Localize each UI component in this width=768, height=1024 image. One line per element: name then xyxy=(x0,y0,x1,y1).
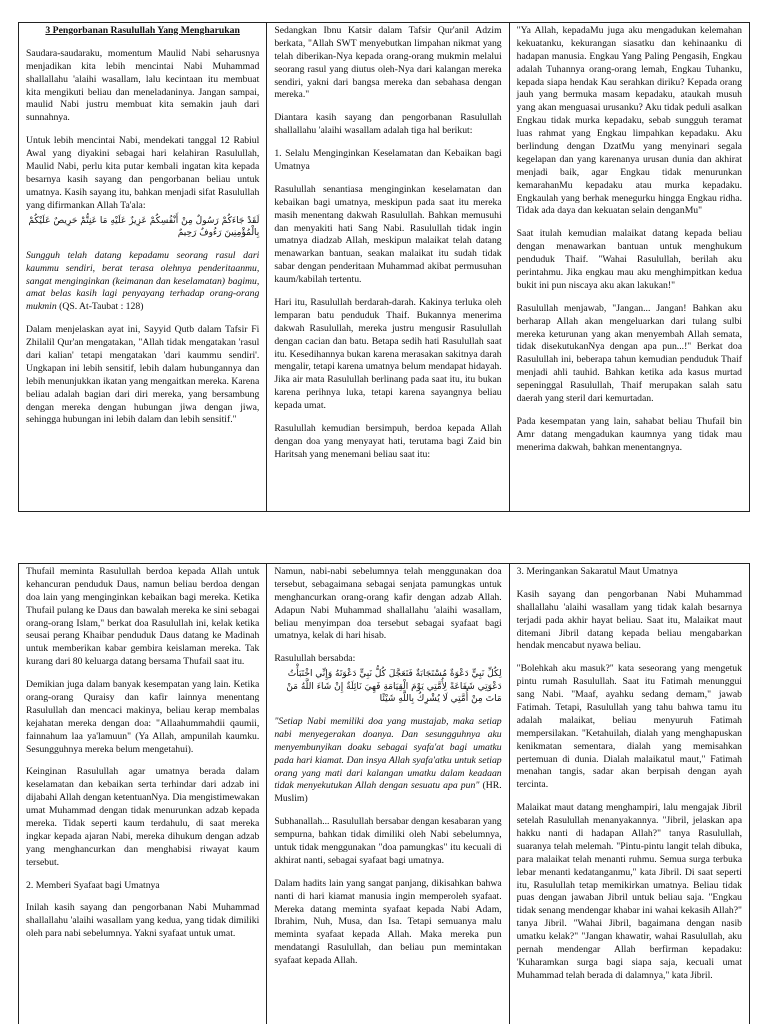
page1-column-3 xyxy=(509,23,749,511)
verse-reference: (QS. At-Taubat : 128) xyxy=(59,301,144,313)
paragraph: Rasulullah bersabda: xyxy=(274,653,356,665)
paragraph: Hari itu, Rasulullah berdarah-darah. Kakinya terluka oleh lemparan batu penduduk Thaif. Bukannya menerima dakwah Rasulullah, mereka justru mengusir Rasulullah dengan cacian dan batu. Betapa sedih hati Rasulullah saat itu. Kesedihannya bukan karena merasakan sakitnya darah mengalir, tetapi karena umatnya belum mendapat hidayah. Jika air mata Rasulullah berlinang pada saat itu, itu bukan karena perihnya luka, tetapi karena sayangnya beliau kepada umat. xyxy=(274,297,502,412)
paragraph: Saudara-saudaraku, momentum Maulid Nabi seharusnya menjadikan kita lebih mencintai Nabi Muhammad shallallahu 'alaihi wasallam, lalu kecintaan itu membuat kita mengikuti beliau dan meneladaninya. Jangan sampai, maulid Nabi justru membuat kita semakin jauh dari sunnahnya. xyxy=(26,47,260,124)
page2-column-3 xyxy=(509,564,749,1024)
paragraph: Pada kesempatan yang lain, sahabat beliau Thufail bin Amr datang mengadukan kaumnya yang tidak mau menerima dakwah, bahkan menentangnya. xyxy=(516,415,742,453)
paragraph: Kasih sayang dan pengorbanan Nabi Muhammad shallallahu 'alaihi wasallam yang tidak kalah besarnya terjadi pada akhir hayat beliau. Saat itu, Malaikat maut ditemani Jibril datang kepada beliau mengabarkan hendak mencabut nyawa beliau. xyxy=(516,588,742,652)
paragraph: Keinginan Rasulullah agar umatnya berada dalam keselamatan dan kebaikan serta terhindar dari adzab ini dijabahi Allah dengan ketentuanNya. Dia mengistimewakan umat Muhammad dengan tidak menurunkan adzab kepada mereka. Tidak seperti kaum terdahulu, di saat mereka ingkar kepada ajaran Nabi, mereka dihukum dengan adzab yang menghancurkan dan menghabisi riwayat kaum tersebut. xyxy=(26,766,260,868)
prayer-quote: "Ya Allah, kepadaMu juga aku mengadukan kelemahan kekuatanku, kekurangan siasatku dan kehinaanku di hadapan manusia. Engkau Yang Paling Pengasih, Engkau adalah Tuhannya orang-orang lemah, Engkau Tuhanku, kepada siapa hendak Kau serahkan diriku? Kepada orang jauh yang bermuka masam kepadaku, ataukah musuh yang akan menguasai urusanku? Aku tidak peduli asalkan Engkau tidak murka kepadaku, sebab sungguh teramat luas rahmat yang Engkau limpahkan kepadaku. Aku berlindung dengan DzatMu yang menyinari segala kegelapan dan yang karenanya urusan dunia dan akhirat menjadi baik, agar Engkau tidak menurunkan kemarahanMu kepadaku atau murka kepadaku. Engkaulah yang berhak menegurku hingga Engkau ridha. Tidak ada daya dan kekuatan selain denganMu" xyxy=(516,25,742,217)
document-page-2 xyxy=(18,563,750,1024)
hadith-translation xyxy=(274,716,501,806)
article-title: 3 Pengorbanan Rasulullah Yang Mengharukan xyxy=(45,25,240,36)
arabic-verse: لَقَدْ جَاءَكُمْ رَسُولٌ مِنْ أَنْفُسِكُمْ عَزِيزٌ عَلَيْهِ مَا عَنِتُّمْ حَرِيصٌ عَلَيْكُمْ بِالْمُؤْمِنِينَ رَءُوفٌ رَحِيمٌ xyxy=(28,215,260,239)
paragraph: Malaikat maut datang menghampiri, lalu mengajak Jibril setelah Rasulullah menanyakannya. "Jibril, jelaskan apa hakku nanti di hadapan Allah?" tanya Rasulullah, suaranya telah melemah. "Pintu-pintu langit telah dibuka, para malaikat telah menanti ruhmu. Semua surga terbuka lebar menanti kedatanganmu," kata Jibril. Di saat seperti itu, Rasulullah tetap memikirkan umatnya. Beliau tidak puas dengan jawaban Jibril untuk beliau saja. "Engkau tidak senang mendengar khabar ini wahai kekasih Allah?" tanya Jibril. "Wahai Jibril, bagaimana dengan nasib umatku kelak?" "Jangan khawatir, wahai Rasulullah, aku pernah mendengar Allah berfirman kepadaku: 'Kuharamkan surga bagi siapa saja, kecuali umat Muhammad telah berada di dalamnya," kata Jibril. xyxy=(516,802,742,981)
paragraph: Saat itulah kemudian malaikat datang kepada beliau dengan menawarkan bantuan untuk menghukum penduduk Thaif. "Wahai Rasulullah, berilah aku perintahmu. Jika engkau mau aku menghimpitkan kedua bukit ini pun niscaya aku akan lakukan!" xyxy=(516,228,742,291)
translation-text: "Setiap Nabi memiliki doa yang mustajab, maka setiap nabi menyegerakan doanya. Dan sesungguhnya aku menyembunyikan doaku sebagai syafa'at bagi umatku pada hari kiamat. Dan insya Allah syafa'atku untuk setiap orang yang mati dari kalangan umatku dalam keadaan tidak menyekutukan Allah dengan sesuatu apa pun" xyxy=(274,716,502,792)
paragraph: Dalam hadits lain yang sangat panjang, dikisahkan bahwa nanti di hari kiamat manusia ingin memperoleh syafaat. Mereka datang meminta syafaat kepada Nabi Adam, Ibrahim, Nuh, Musa, dan Isa. Tetapi semuanya malu meminta syafaat kepada Allah. Maka mereka pun mendatangi Rasulullah, dan beliau pun memintakan syafaat kepada Allah. xyxy=(274,877,502,967)
page2-column-1 xyxy=(19,564,266,1024)
section-heading: 2. Memberi Syafaat bagi Umatnya xyxy=(26,879,160,891)
page1-column-2 xyxy=(266,23,508,511)
document-page-1 xyxy=(18,22,750,512)
paragraph: Namun, nabi-nabi sebelumnya telah menggunakan doa tersebut, sebagaimana sebagai senjata pamungkas untuk menghancurkan orang-orang kafir dengan adzab Allah. Adapun Nabi Muhammad shallallahu 'alaihi wasallam, beliau menyimpan doa tersebut sebagai syafaat bagi umatnya, kelak di hari hisab. xyxy=(274,566,502,642)
paragraph: Inilah kasih sayang dan pengorbanan Nabi Muhammad shallallahu 'alaihi wasallam yang kedua, yang tidak dimiliki oleh para nabi sebelumnya. Yakni syafaat untuk umat. xyxy=(26,902,260,940)
paragraph: Rasulullah menjawab, "Jangan... Jangan! Bahkan aku berharap Allah akan mengeluarkan dari tulang sulbi mereka keturunan yang akan menyembah Allah semata, tidak disekutukanNya dengan apa pun...!" Berkat doa Rasulullah ini, beberapa tahun kemudian penduduk Thaif menjadi ahli tauhid. Bahkan ketika ada kasus murtad sepeninggal Rasulullah, Thaif merupakan salah satu daerah yang steril dari kemurtadan. xyxy=(516,302,742,405)
paragraph: Dalam menjelaskan ayat ini, Sayyid Qutb dalam Tafsir Fi Zhilalil Qur'an mengatakan, "Allah tidak mengatakan 'rasul dari kalian' tetapi mengatakan 'dari kaummu sendiri'. Ungkapan ini lebih sensitif, lebih dalam hubungannya dan lebih menunjukkan ikatan yang mengaitkan mereka. Karena beliau adalah bagian dari diri mereka, yang bersambung dengan mereka dengan hubungan jiwa dengan jiwa, sehingga hubungan ini lebih dalam dan lebih sensitif." xyxy=(26,324,260,426)
verse-translation xyxy=(26,250,259,314)
page1-column-1 xyxy=(19,23,266,511)
paragraph: Sedangkan Ibnu Katsir dalam Tafsir Qur'anil Adzim berkata, "Allah SWT menyebutkan limpahan nikmat yang telah diberikan-Nya kepada orang-orang mukmin melalui seorang rasul yang diutus oleh-Nya dari kalangan mereka sendiri, yakni dari bangsa mereka dan sebahasa dengan mereka." xyxy=(274,25,502,101)
page2-column-2 xyxy=(266,564,508,1024)
arabic-hadith: لِكُلِّ نَبِيٍّ دَعْوَةٌ مُسْتَجَابَةٌ فَتَعَجَّلَ كُلُّ نَبِيٍّ دَعْوَتَهُ وَإِنِّي اخْتَبَأْتُ دَعْوَتِي شَفَاعَةً لِأُمَّتِي يَوْمَ الْقِيَامَةِ فَهِيَ نَائِلَةٌ إِنْ شَاءَ اللَّهُ مَنْ مَاتَ مِنْ أُمَّتِي لَا يُشْرِكُ بِاللَّهِ شَيْئًا xyxy=(286,669,502,705)
paragraph: "Bolehkah aku masuk?" kata seseorang yang mengetuk pintu rumah Rasulullah. Saat itu Fatimah menunggui sang Nabi. "Maaf, ayahku sedang demam," jawab Fatimah. Tetapi, Rasulullah yang tahu bahwa tamu itu adalah malaikat, beliau menyuruh Fatimah mempersilakan. "Ketahuilah, dialah yang menghapuskan kenikmatan sementara, dialah yang memisahkan pertemuan di dunia. Dialah malaikatul maut," Fatimah menahan tangis, sadar akan berpisah dengan ayah tercinta. xyxy=(516,663,742,791)
paragraph: Demikian juga dalam banyak kesempatan yang lain. Ketika orang-orang Quraisy dan kafir lainnya menentang Rasulullah dan mencaci makinya, beliau kerap membalas kejahatan mereka dengan doa: "Allaahummahdii qaumii, fainnahum laa ya'lamuun" (Ya Allah, ampunilah kaumku. Sesungguhnya mereka belum mengetahui). xyxy=(26,679,260,755)
paragraph: Rasulullah kemudian bersimpuh, berdoa kepada Allah dengan doa yang menyayat hati, terutama bagi Zaid bin Haritsah yang menemani beliau saat itu: xyxy=(274,423,502,460)
paragraph: Untuk lebih mencintai Nabi, mendekati tanggal 12 Rabiul Awal yang diyakini sebagai hari kelahiran Rasulullah, Maulid Nabi, perlu kita putar kembali ingatan kita kepada besarnya kasih sayang dan pengorbanan beliau untuk umatnya. Kasih sayang itu, bahkan menjadi sifat Rasulullah yang difirmankan Allah Ta'ala: xyxy=(26,135,260,211)
hadith-reference: (HR. Muslim) xyxy=(274,780,502,805)
paragraph: Rasulullah senantiasa menginginkan keselamatan dan kebaikan bagi umatnya, meskipun pada saat itu mereka masih menentang dakwah Rasulullah. Bahkan memusuhi dan menyakiti hati Sang Nabi. Rasulullah tidak ingin umatnya diadzab Allah, meskipun malaikat telah datang menawarkan bantuan, seakan malaikat itu sudah tidak sabar dengan penderitaan Muhammad akibat permusuhan kaum/kabilah tertentu. xyxy=(274,183,502,286)
paragraph: Subhanallah... Rasulullah bersabar dengan kesabaran yang sempurna, bahkan tidak dimiliki oleh Nabi sebelumnya, untuk tidak menggunakan "doa pamungkas" itu kecuali di akhirat nanti, sebagai syafaat bagi umatnya. xyxy=(274,816,502,866)
section-heading: 3. Meringankan Sakaratul Maut Umatnya xyxy=(516,566,678,577)
paragraph: Diantara kasih sayang dan pengorbanan Rasulullah shallallahu 'alaihi wasallam adalah tiga hal berikut: xyxy=(274,112,502,137)
section-heading: 1. Selalu Menginginkan Keselamatan dan Kebaikan bagi Umatnya xyxy=(274,148,502,173)
translation-text: Sungguh telah datang kepadamu seorang rasul dari kaummu sendiri, berat terasa olehnya penderitaanmu, sangat menginginkan (keimanan dan keselamatan) bagimu, amat belas kasih lagi penyayang terhadap orang-orang mukmin xyxy=(26,249,260,313)
paragraph: Thufail meminta Rasulullah berdoa kepada Allah untuk kehancuran penduduk Daus, namun beliau berdoa dengan doa lain yang menginginkan kebaikan bagi mereka. Ketika Thufail pulang ke Daus dan bawalah mereka ke sini sebagai orang-orang Islam," berkat doa Rasulullah ini, kelak ketika seusai perang Khaibar penduduk Daus datang ke Madinah untuk memberikan kabar gembira keislaman mereka. Tak kurang dari 80 keluarga datang bersama Thufail saat itu. xyxy=(26,566,260,668)
